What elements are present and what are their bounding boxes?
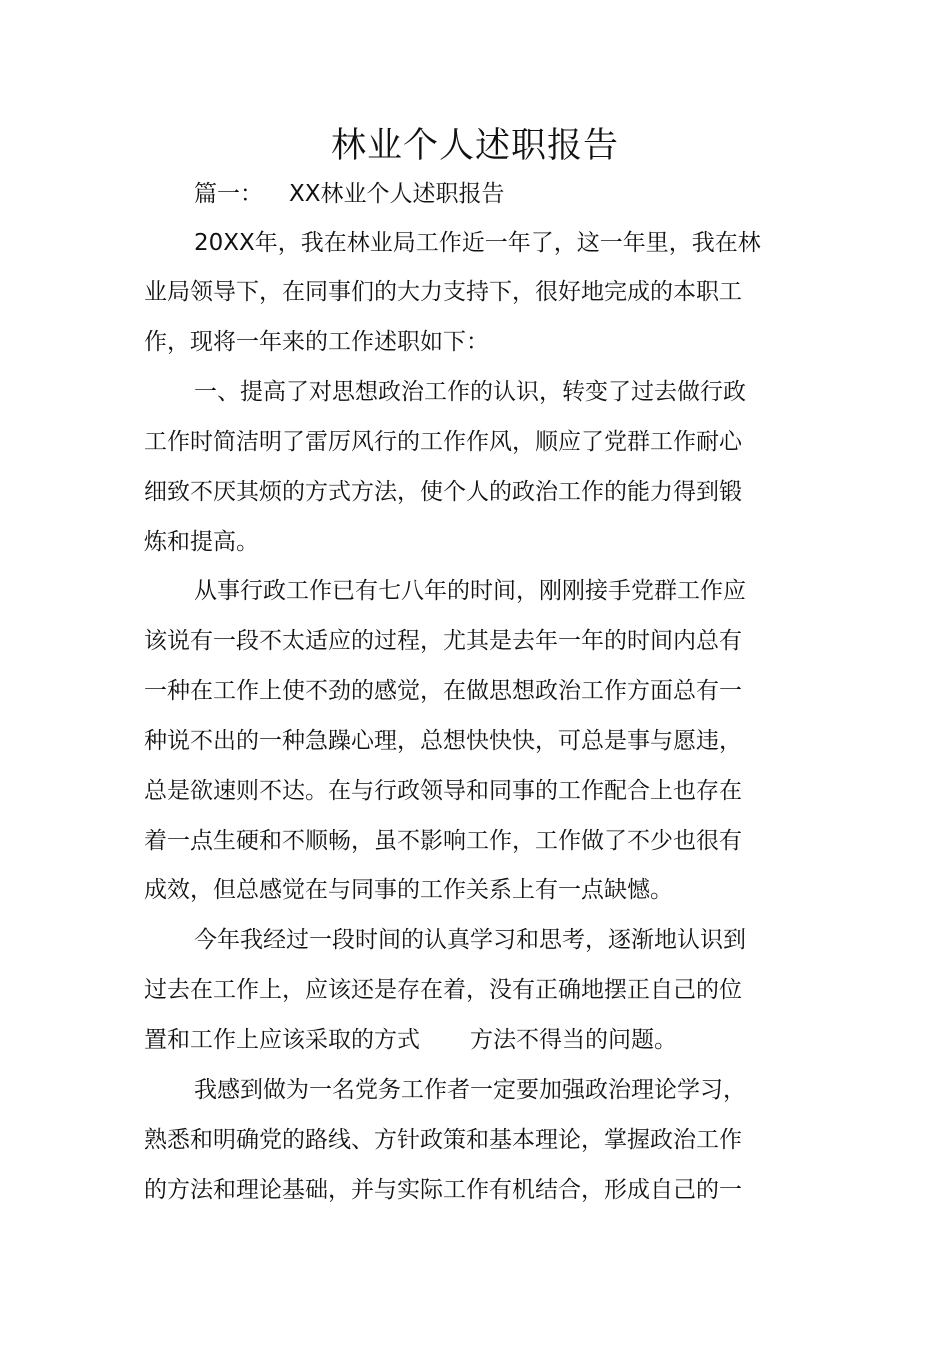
paragraph-1-line-1: 20XX年，我在林业局工作近一年了，这一年里，我在林 <box>194 230 761 256</box>
paragraph-4-line-3 <box>144 1020 677 1060</box>
paragraph-5-line-3: 的方法和理论基础，并与实际工作有机结合，形成自己的一 <box>144 1177 742 1203</box>
paragraph-3-line-4: 种说不出的一种急躁心理，总想快快快，可总是事与愿违， <box>144 728 742 754</box>
paragraph-1-line-3: 作，现将一年来的工作述职如下： <box>144 329 489 355</box>
paragraph-5-line-1: 我感到做为一名党务工作者一定要加强政治理论学习， <box>194 1077 746 1103</box>
paragraph-2-line-3: 细致不厌其烦的方式方法，使个人的政治工作的能力得到锻 <box>144 479 742 505</box>
paragraph-3-line-3: 一种在工作上使不劲的感觉，在做思想政治工作方面总有一 <box>144 678 742 704</box>
paragraph-2-line-4: 炼和提高。 <box>144 529 259 555</box>
paragraph-3-line-7: 成效，但总感觉在与同事的工作关系上有一点缺憾。 <box>144 877 673 903</box>
document-subtitle <box>194 174 505 214</box>
subtitle-text: XX林业个人述职报告 <box>289 181 505 207</box>
paragraph-3-line-1: 从事行政工作已有七八年的时间，刚刚接手党群工作应 <box>194 578 746 604</box>
paragraph-5-line-2: 熟悉和明确党的路线、方针政策和基本理论，掌握政治工作 <box>144 1127 742 1153</box>
document-title: 林业个人述职报告 <box>330 126 619 166</box>
subtitle-prefix: 篇一： <box>194 181 263 207</box>
paragraph-3-line-2: 该说有一段不太适应的过程，尤其是去年一年的时间内总有 <box>144 628 742 654</box>
paragraph-2-line-2: 工作时简洁明了雷厉风行的工作作风，顺应了党群工作耐心 <box>144 429 742 455</box>
paragraph-4-line-2: 过去在工作上，应该还是存在着，没有正确地摆正自己的位 <box>144 977 742 1003</box>
paragraph-4-line-3-left: 置和工作上应该采取的方式 <box>144 1027 420 1053</box>
paragraph-4-line-3-right: 方法不得当的问题。 <box>470 1027 677 1053</box>
paragraph-2-line-1: 一、提高了对思想政治工作的认识，转变了过去做行政 <box>194 379 746 405</box>
paragraph-3-line-6: 着一点生硬和不顺畅，虽不影响工作，工作做了不少也很有 <box>144 828 742 854</box>
paragraph-4-line-1: 今年我经过一段时间的认真学习和思考，逐渐地认识到 <box>194 927 746 953</box>
paragraph-1-line-2: 业局领导下，在同事们的大力支持下，很好地完成的本职工 <box>144 279 742 305</box>
paragraph-3-line-5: 总是欲速则不达。在与行政领导和同事的工作配合上也存在 <box>144 778 742 804</box>
